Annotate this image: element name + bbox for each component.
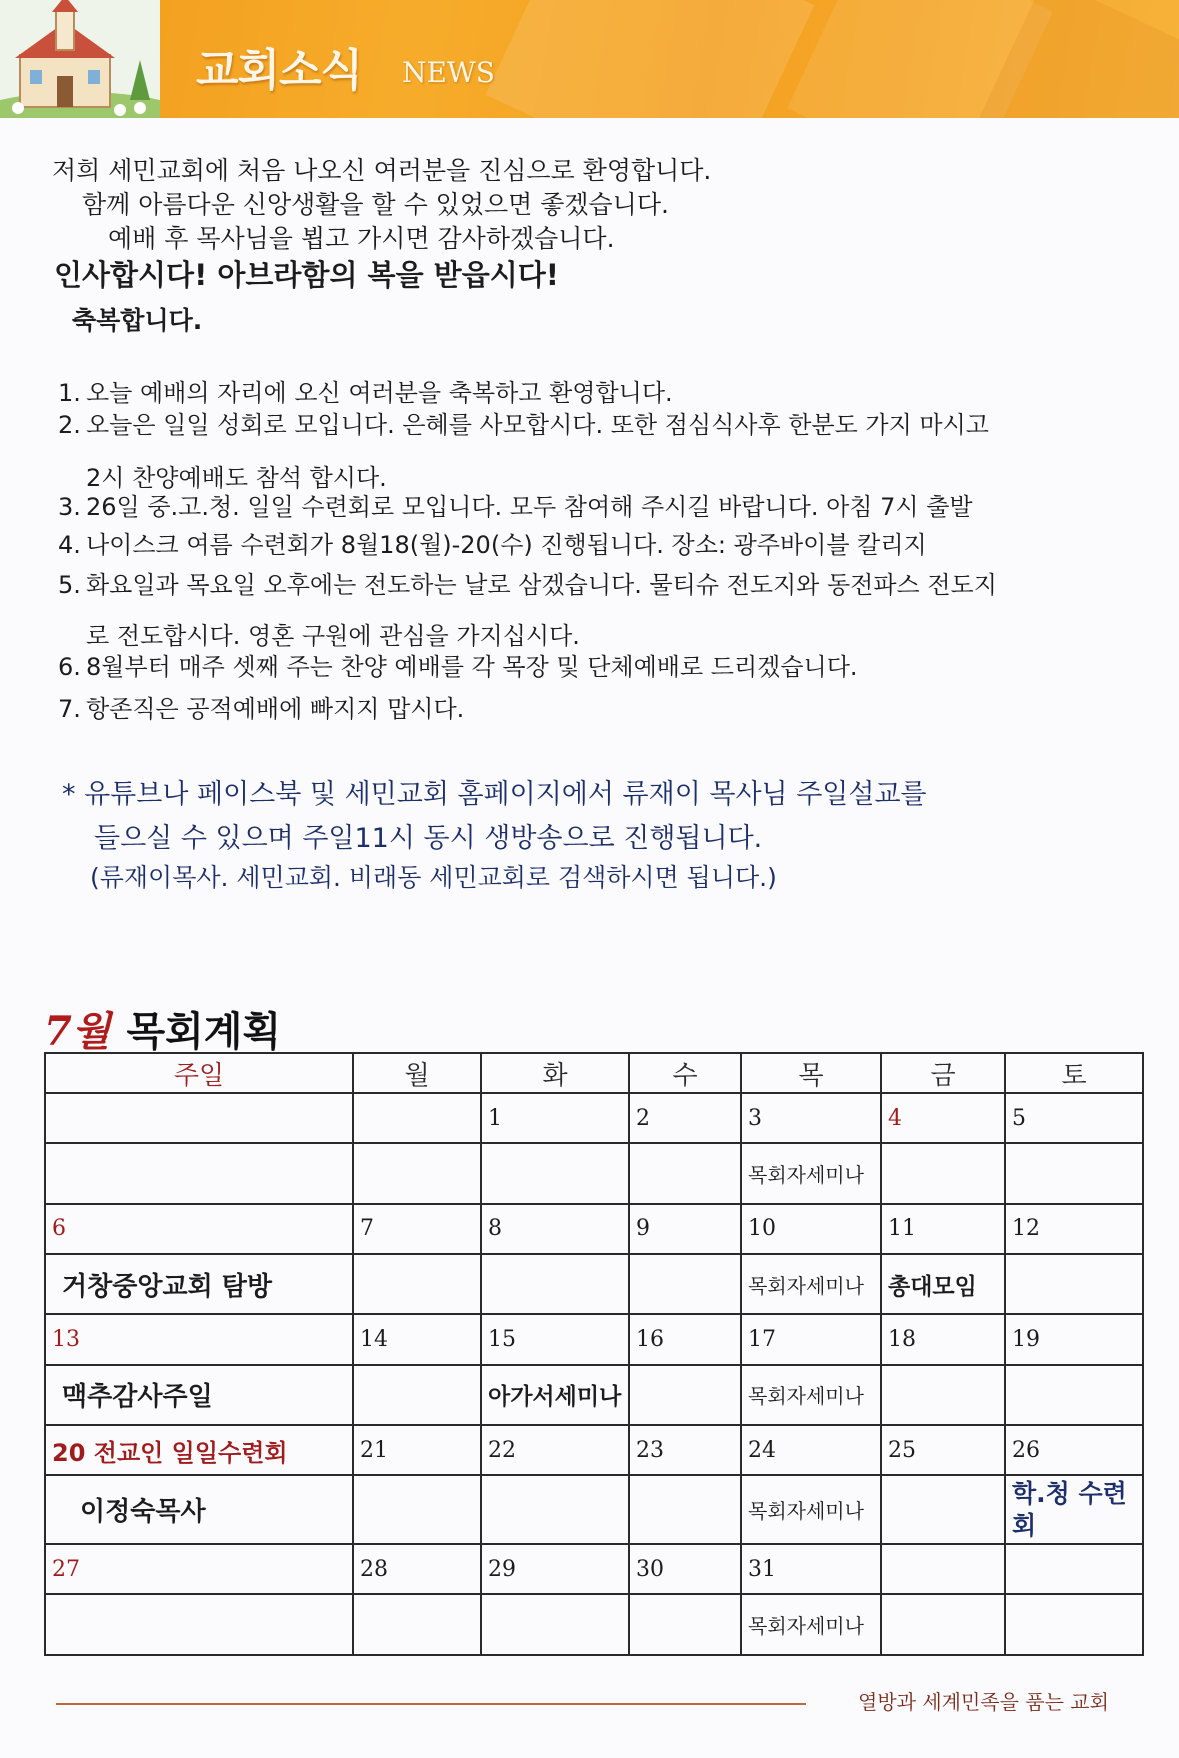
date-cell: 21: [353, 1425, 481, 1475]
notice-item-1: 1. 오늘 예배의 자리에 오신 여러분을 축복하고 환영합니다.: [58, 379, 673, 407]
event-cell: [629, 1594, 741, 1655]
event-cell: [629, 1254, 741, 1315]
date-cell: 3: [741, 1093, 881, 1143]
date-cell: 2: [629, 1093, 741, 1143]
date-cell: 13: [45, 1314, 353, 1364]
date-cell: 20 전교인 일일수련회: [45, 1425, 353, 1475]
date-row: [45, 1544, 1143, 1594]
date-cell: 4: [881, 1093, 1005, 1143]
greeting-line-1: 저희 세민교회에 처음 나오신 여러분을 진심으로 환영합니다.: [52, 156, 712, 185]
footer-slogan: 열방과 세계민족을 품는 교회: [858, 1690, 1109, 1714]
date-cell: 10: [741, 1204, 881, 1254]
event-row: [45, 1594, 1143, 1655]
date-row: [45, 1314, 1143, 1364]
day-header: 월: [353, 1053, 481, 1093]
day-header: 목: [741, 1053, 881, 1093]
date-cell: 5: [1005, 1093, 1143, 1143]
date-cell: 7: [353, 1204, 481, 1254]
church-illustration: [0, 0, 160, 118]
greeting-line-5: 축복합니다.: [72, 306, 203, 335]
event-cell: [481, 1475, 629, 1544]
greeting-line-3: 예배 후 목사님을 뵙고 가시면 감사하겠습니다.: [108, 224, 615, 253]
calendar-table: [44, 1052, 1144, 1656]
event-row: [45, 1254, 1143, 1315]
event-cell: [353, 1475, 481, 1544]
event-cell: 목회자세미나: [741, 1254, 881, 1315]
event-cell: [881, 1594, 1005, 1655]
event-cell: [481, 1254, 629, 1315]
event-cell: 아가서세미나: [481, 1365, 629, 1426]
event-cell: [629, 1365, 741, 1426]
day-header: 화: [481, 1053, 629, 1093]
event-cell: 목회자세미나: [741, 1475, 881, 1544]
event-cell: [629, 1143, 741, 1204]
event-cell: 목회자세미나: [741, 1594, 881, 1655]
date-row: [45, 1204, 1143, 1254]
date-cell: 14: [353, 1314, 481, 1364]
broadcast-note-line-2: 들으실 수 있으며 주일11시 동시 생방송으로 진행됩니다.: [94, 823, 763, 854]
notice-item-4: 4. 나이스크 여름 수련회가 8월18(월)-20(수) 진행됩니다. 장소: 광주바이블 칼리지: [58, 531, 927, 559]
date-cell: 9: [629, 1204, 741, 1254]
date-cell: 27: [45, 1544, 353, 1594]
event-cell: [481, 1594, 629, 1655]
date-cell: [881, 1544, 1005, 1594]
calendar-title: [44, 1000, 281, 1057]
date-cell: 17: [741, 1314, 881, 1364]
date-cell: 19: [1005, 1314, 1143, 1364]
event-cell: 거창중앙교회 탐방: [45, 1254, 353, 1315]
event-cell: [353, 1365, 481, 1426]
date-cell: 28: [353, 1544, 481, 1594]
calendar-heading: 목회계획: [126, 1009, 282, 1055]
event-cell: [1005, 1254, 1143, 1315]
header-banner: [0, 0, 1179, 118]
date-cell: 29: [481, 1544, 629, 1594]
notice-item-7: 7. 항존직은 공적예배에 빠지지 맙시다.: [58, 695, 465, 723]
event-row: [45, 1143, 1143, 1204]
date-cell: 11: [881, 1204, 1005, 1254]
date-row: [45, 1093, 1143, 1143]
calendar-header-row: [45, 1053, 1143, 1093]
date-cell: [1005, 1544, 1143, 1594]
section-title: 교회소식: [196, 45, 363, 96]
day-header: 주일: [45, 1053, 353, 1093]
section-subtitle: NEWS: [402, 56, 495, 89]
date-cell: 31: [741, 1544, 881, 1594]
date-cell: 26: [1005, 1425, 1143, 1475]
event-cell: [353, 1254, 481, 1315]
date-cell: 24: [741, 1425, 881, 1475]
notice-item-5-cont: 로 전도합시다. 영혼 구원에 관심을 가지십시다.: [86, 622, 580, 650]
event-cell: 목회자세미나: [741, 1143, 881, 1204]
event-cell: [881, 1475, 1005, 1544]
calendar-month: 7월: [44, 1008, 111, 1055]
day-header: 수: [629, 1053, 741, 1093]
date-cell: 8: [481, 1204, 629, 1254]
date-cell: 6: [45, 1204, 353, 1254]
event-cell: 맥추감사주일: [45, 1365, 353, 1426]
event-cell: 목회자세미나: [741, 1365, 881, 1426]
event-cell: [1005, 1143, 1143, 1204]
date-cell: 15: [481, 1314, 629, 1364]
event-cell: [881, 1365, 1005, 1426]
date-cell: 16: [629, 1314, 741, 1364]
event-cell: [1005, 1365, 1143, 1426]
date-cell: 1: [481, 1093, 629, 1143]
notice-item-2: 2. 오늘은 일일 성회로 모입니다. 은혜를 사모합시다. 또한 점심식사후 한분도 가지 마시고: [58, 411, 989, 439]
event-cell: 이정숙목사: [45, 1475, 353, 1544]
event-cell: 학.청 수련회: [1005, 1475, 1143, 1544]
event-cell: [881, 1143, 1005, 1204]
date-cell: 22: [481, 1425, 629, 1475]
date-row: [45, 1425, 1143, 1475]
event-cell: [45, 1594, 353, 1655]
church-icon: [0, 0, 160, 118]
day-header: 금: [881, 1053, 1005, 1093]
event-cell: [353, 1143, 481, 1204]
greeting-line-2: 함께 아름다운 신앙생활을 할 수 있었으면 좋겠습니다.: [82, 190, 669, 219]
date-cell: 18: [881, 1314, 1005, 1364]
event-row: [45, 1365, 1143, 1426]
date-cell: [353, 1093, 481, 1143]
event-row: [45, 1475, 1143, 1544]
notice-item-2-cont: 2시 찬양예배도 참석 합시다.: [86, 464, 387, 492]
date-cell: 30: [629, 1544, 741, 1594]
notice-item-3: 3. 26일 중.고.청. 일일 수련회로 모입니다. 모두 참여해 주시길 바랍니다. 아침 7시 출발: [58, 493, 973, 521]
day-header: 토: [1005, 1053, 1143, 1093]
event-cell: [629, 1475, 741, 1544]
event-cell: [1005, 1594, 1143, 1655]
date-cell: 25: [881, 1425, 1005, 1475]
event-cell: [353, 1594, 481, 1655]
date-cell: 23: [629, 1425, 741, 1475]
event-cell: [481, 1143, 629, 1204]
greeting-line-4: 인사합시다! 아브라함의 복을 받읍시다!: [54, 258, 559, 292]
notice-item-5: 5. 화요일과 목요일 오후에는 전도하는 날로 삼겠습니다. 물티슈 전도지와 동전파스 전도지: [58, 571, 997, 599]
footer-divider: [56, 1703, 806, 1705]
notice-item-6: 6. 8월부터 매주 셋째 주는 찬양 예배를 각 목장 및 단체예배로 드리겠습니다.: [58, 653, 858, 681]
event-cell: 총대모임: [881, 1254, 1005, 1315]
broadcast-note-line-3: (류재이목사. 세민교회. 비래동 세민교회로 검색하시면 됩니다.): [90, 863, 777, 892]
event-cell: [45, 1143, 353, 1204]
date-cell: [45, 1093, 353, 1143]
date-cell: 12: [1005, 1204, 1143, 1254]
broadcast-note-line-1: * 유튜브나 페이스북 및 세민교회 홈페이지에서 류재이 목사님 주일설교를: [62, 779, 927, 810]
